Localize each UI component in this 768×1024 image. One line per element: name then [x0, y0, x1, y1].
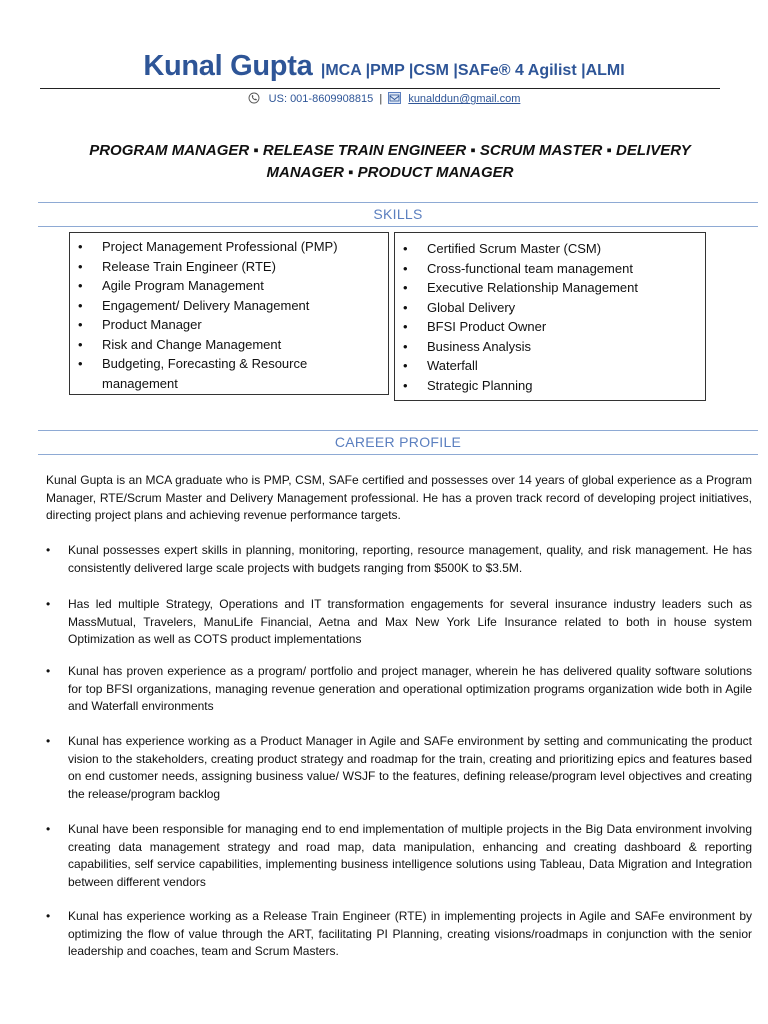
email-link[interactable]: kunalddun@gmail.com — [408, 93, 521, 106]
skill-item: • Executive Relationship Management — [395, 278, 705, 298]
bullet-dot: • — [46, 664, 51, 678]
skill-item: • Release Train Engineer (RTE) — [70, 257, 388, 277]
career-bullets: • Kunal possesses expert skills in planning, monitoring, reporting, resource management, quality, and risk management. He has consistently delivered large scale projects with budgets ranging from $500K to $3.5M. • Has led multiple Strategy, Operations and IT transformation engagements for several insurance industry leaders such as MassMutual, Travelers, ManuLife Financial, Aetna and Max New York Life Insurance related to both in house system Optimization as well as COTS product implementations • Kunal has proven experience as a program/ portfolio and project manager, wherein he has delivered quality software solutions for top BFSI organizations, managing revenue generation and operational optimization programs organization wide both in Agile and Waterfall environments • Kunal has experience working as a Product Manager in Agile and SAFe environment by setting and communicating the product vision to the stakeholders, creating product strategy and roadmap for the train, creating and prioritizing epics and features based on end customer needs, assigning business value/ WSJF to the features, defining release/program level objectives and creating the release/program backlog • Kunal have been responsible for managing end to end implementation of multiple projects in the Big Data environment involving creating data management strategy and road map, data manipulation, enhancing and creating dashboard & reporting capabilities, self service capabilities, implementing business intelligence solutions using Tableau, Data Migration and Integration between different vendors • Kunal has experience working as a Release Train Engineer (RTE) in implementing projects in Agile and SAFe environment by optimizing the flow of value through the ART, facilitating PI Planning, creating visions/roadmaps in conjunction with the senior leadership and coaches, team and Scrum Masters. — [46, 543, 752, 958]
skill-item: • Business Analysis — [395, 337, 705, 357]
bullet-dot: • — [46, 822, 51, 836]
contact-separator: | — [379, 93, 383, 106]
career-profile-title: CAREER PROFILE — [334, 434, 462, 450]
phone-number: US: 001-8609908815 — [268, 93, 374, 106]
bullet-dot: • — [46, 543, 51, 557]
bullet-dot: • — [46, 734, 51, 748]
skill-item: • Risk and Change Management — [70, 335, 388, 355]
skill-item: • Product Manager — [70, 315, 388, 335]
candidate-name: Kunal Gupta — [143, 50, 313, 82]
skill-item: • Engagement/ Delivery Management — [70, 296, 388, 316]
credentials: |MCA |PMP |CSM |SAFe® 4 Agilist |ALMI — [320, 62, 625, 79]
skill-item: • Cross-functional team management — [395, 259, 705, 279]
skill-item: • Global Delivery — [395, 298, 705, 318]
skill-item: • BFSI Product Owner — [395, 317, 705, 337]
skills-title: SKILLS — [373, 206, 423, 222]
bullet-dot: • — [46, 909, 51, 923]
bullet-dot: • — [46, 597, 51, 611]
career-summary: Kunal Gupta is an MCA graduate who is PMP, CSM, SAFe certified and possesses over 14 years of global experience as a Program Manager, RTE/Scrum Master and Delivery Management professional. He has a proven track record of developing project initiatives, directing project plans and achieving revenue performance targets. — [46, 473, 752, 522]
skill-item: • Certified Scrum Master (CSM) — [395, 239, 705, 259]
skill-item: • Strategic Planning — [395, 376, 705, 396]
skill-item: • Waterfall — [395, 356, 705, 376]
skill-item: • Agile Program Management — [70, 276, 388, 296]
headline-roles: PROGRAM MANAGER ▪ RELEASE TRAIN ENGINEER ▪ SCRUM MASTER ▪ DELIVERY MANAGER ▪ PRODUCT MANAGER — [89, 142, 691, 181]
skill-item: • Project Management Professional (PMP) — [70, 237, 388, 257]
skill-item: • Budgeting, Forecasting & Resource management — [70, 354, 322, 393]
